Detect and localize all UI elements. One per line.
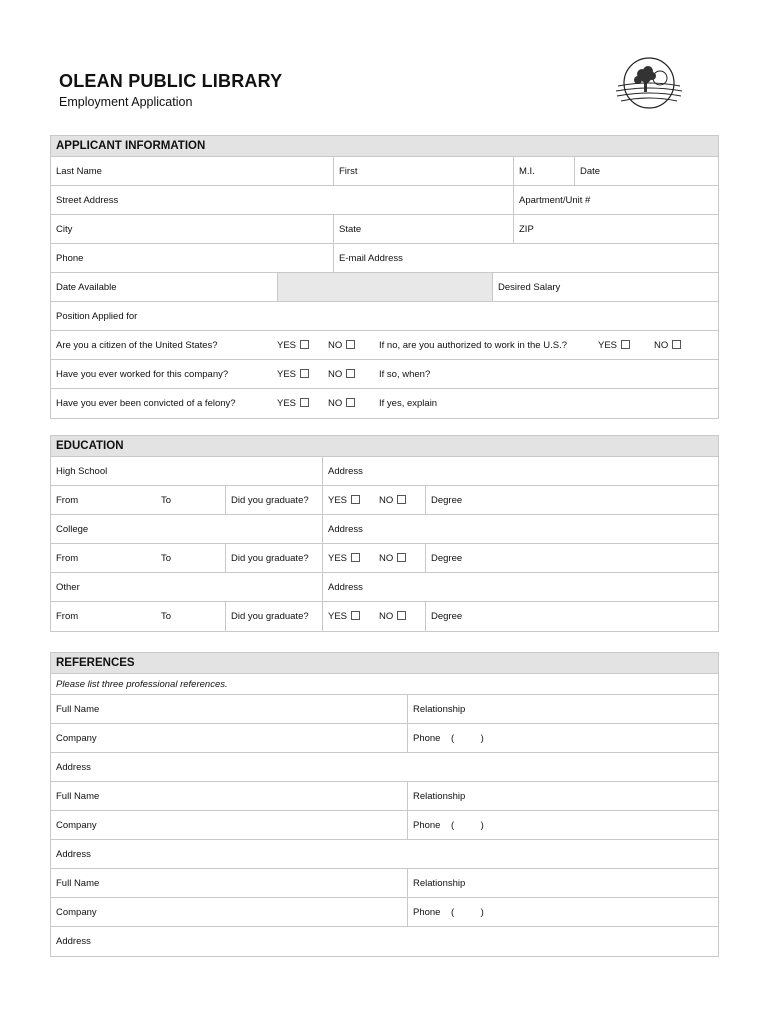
applicant-information-section (50, 135, 719, 419)
reference-2-name-field[interactable]: Full Name (56, 791, 100, 802)
reference-1-name-field[interactable]: Full Name (56, 704, 100, 715)
library-logo-icon (612, 56, 686, 110)
desired-salary-field[interactable]: Desired Salary (498, 282, 561, 293)
references-instruction: Please list three professional references. (56, 679, 228, 690)
section-heading: EDUCATION (51, 436, 718, 457)
citizen-yes-checkbox[interactable]: YES (277, 331, 309, 360)
other-school-field[interactable]: Other (56, 582, 80, 593)
other-no-checkbox[interactable]: NO (379, 602, 406, 631)
shaded-cell (278, 273, 492, 301)
form-row (51, 331, 718, 360)
date-available-field[interactable]: Date Available (56, 282, 117, 293)
form-row (51, 602, 718, 631)
other-yes-checkbox[interactable]: YES (328, 602, 360, 631)
reference-1-company-field[interactable]: Company (56, 733, 97, 744)
high-school-no-checkbox[interactable]: NO (379, 486, 406, 515)
form-row (51, 869, 718, 898)
section-heading: REFERENCES (51, 653, 718, 674)
references-section (50, 652, 719, 957)
form-row (51, 544, 718, 573)
college-from-field[interactable]: From (56, 553, 79, 564)
form-row (51, 360, 718, 389)
reference-3-address-field[interactable]: Address (56, 936, 91, 947)
form-row (51, 695, 718, 724)
form-row (51, 573, 718, 602)
graduate-question: Did you graduate? (231, 495, 309, 506)
reference-2-company-field[interactable]: Company (56, 820, 97, 831)
citizen-question: Are you a citizen of the United States? (56, 340, 218, 351)
worked-question: Have you ever worked for this company? (56, 369, 229, 380)
college-degree-field[interactable]: Degree (431, 553, 463, 564)
other-degree-field[interactable]: Degree (431, 611, 463, 622)
reference-3-name-field[interactable]: Full Name (56, 878, 100, 889)
form-row (51, 215, 718, 244)
college-no-checkbox[interactable]: NO (379, 544, 406, 573)
worked-no-checkbox[interactable]: NO (328, 360, 355, 389)
form-row (51, 244, 718, 273)
worked-when-field[interactable]: If so, when? (379, 369, 431, 380)
graduate-question: Did you graduate? (231, 553, 309, 564)
college-to-field[interactable]: To (161, 553, 172, 564)
felony-no-checkbox[interactable]: NO (328, 389, 355, 418)
form-row (51, 927, 718, 956)
reference-2-relationship-field[interactable]: Relationship (413, 791, 466, 802)
reference-3-phone-field[interactable]: Phone ( ) (413, 907, 484, 918)
form-row (51, 186, 718, 215)
high-school-to-field[interactable]: To (161, 495, 172, 506)
reference-3-relationship-field[interactable]: Relationship (413, 878, 466, 889)
page-subtitle: Employment Application (59, 95, 193, 109)
form-row (51, 515, 718, 544)
street-address-field[interactable]: Street Address (56, 195, 119, 206)
authorized-question: If no, are you authorized to work in the U.S.? (379, 340, 567, 351)
high-school-field[interactable]: High School (56, 466, 108, 477)
instruction-row (51, 674, 718, 695)
high-school-yes-checkbox[interactable]: YES (328, 486, 360, 515)
form-row (51, 302, 718, 331)
form-row (51, 486, 718, 515)
felony-explain-field[interactable]: If yes, explain (379, 398, 438, 409)
form-row (51, 753, 718, 782)
felony-question: Have you ever been convicted of a felony? (56, 398, 236, 409)
form-row (51, 898, 718, 927)
date-field[interactable]: Date (580, 166, 601, 177)
college-yes-checkbox[interactable]: YES (328, 544, 360, 573)
position-applied-field[interactable]: Position Applied for (56, 311, 138, 322)
education-section (50, 435, 719, 632)
other-from-field[interactable]: From (56, 611, 79, 622)
reference-2-phone-field[interactable]: Phone ( ) (413, 820, 484, 831)
state-field[interactable]: State (339, 224, 362, 235)
other-to-field[interactable]: To (161, 611, 172, 622)
form-row (51, 811, 718, 840)
form-row (51, 840, 718, 869)
first-name-field[interactable]: First (339, 166, 358, 177)
section-heading: APPLICANT INFORMATION (51, 136, 718, 157)
form-row (51, 724, 718, 753)
college-address-field[interactable]: Address (328, 524, 363, 535)
zip-field[interactable]: ZIP (519, 224, 534, 235)
form-row (51, 457, 718, 486)
reference-3-company-field[interactable]: Company (56, 907, 97, 918)
other-address-field[interactable]: Address (328, 582, 363, 593)
page-title: OLEAN PUBLIC LIBRARY (59, 71, 283, 91)
high-school-degree-field[interactable]: Degree (431, 495, 463, 506)
email-field[interactable]: E-mail Address (339, 253, 403, 264)
form-row (51, 157, 718, 186)
middle-initial-field[interactable]: M.I. (519, 166, 535, 177)
reference-2-address-field[interactable]: Address (56, 849, 91, 860)
college-field[interactable]: College (56, 524, 89, 535)
form-row (51, 273, 718, 302)
apartment-unit-field[interactable]: Apartment/Unit # (519, 195, 591, 206)
reference-1-relationship-field[interactable]: Relationship (413, 704, 466, 715)
city-field[interactable]: City (56, 224, 73, 235)
felony-yes-checkbox[interactable]: YES (277, 389, 309, 418)
form-row (51, 782, 718, 811)
high-school-from-field[interactable]: From (56, 495, 79, 506)
graduate-question: Did you graduate? (231, 611, 309, 622)
reference-1-phone-field[interactable]: Phone ( ) (413, 733, 484, 744)
authorized-no-checkbox[interactable]: NO (654, 331, 681, 360)
authorized-yes-checkbox[interactable]: YES (598, 331, 630, 360)
form-row (51, 389, 718, 418)
worked-yes-checkbox[interactable]: YES (277, 360, 309, 389)
citizen-no-checkbox[interactable]: NO (328, 331, 355, 360)
high-school-address-field[interactable]: Address (328, 466, 363, 477)
last-name-field[interactable]: Last Name (56, 166, 102, 177)
reference-1-address-field[interactable]: Address (56, 762, 91, 773)
phone-field[interactable]: Phone (56, 253, 84, 264)
